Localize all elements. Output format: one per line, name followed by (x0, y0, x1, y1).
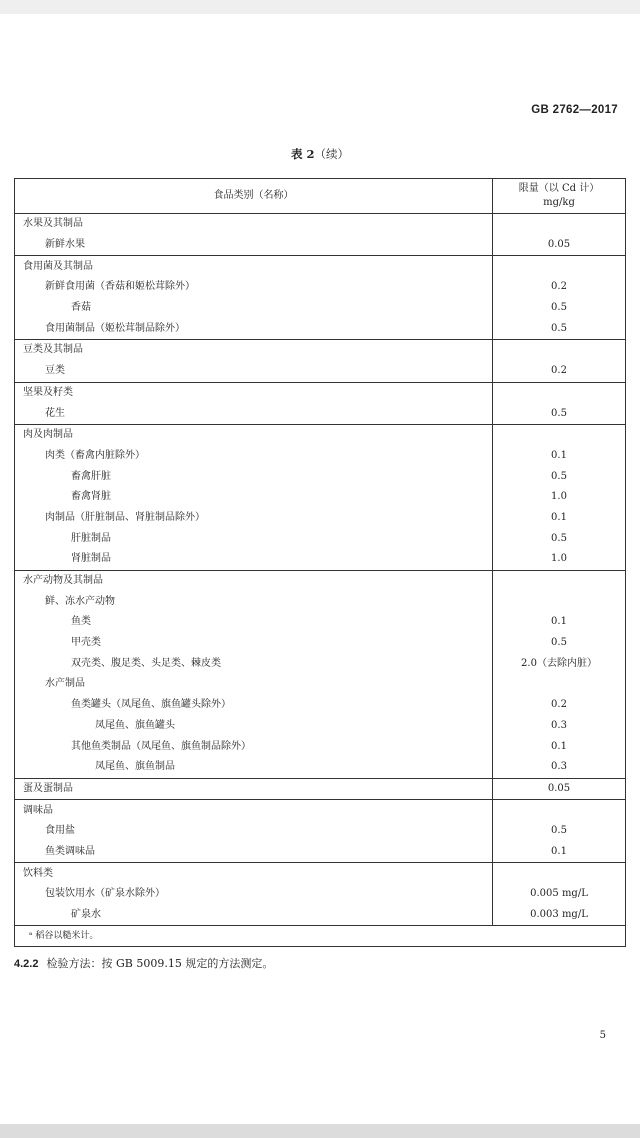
food-category-cell: 坚果及籽类 (15, 382, 493, 403)
table-row (15, 905, 626, 926)
limit-value-cell (493, 340, 626, 361)
table-footnote-row (15, 926, 626, 947)
page-number: 5 (599, 1030, 606, 1041)
top-margin-strip (0, 0, 640, 14)
limit-value-cell: 0.05 (493, 778, 626, 800)
limit-value-cell: 0.2 (493, 361, 626, 382)
limit-value-cell: 0.2 (493, 277, 626, 298)
table-row (15, 382, 626, 403)
table-row (15, 674, 626, 695)
table-row (15, 466, 626, 487)
limit-value-cell (493, 800, 626, 821)
limit-value-cell: 0.1 (493, 446, 626, 467)
food-category-cell: 调味品 (15, 800, 493, 821)
limit-value-cell: 2.0（去除内脏） (493, 653, 626, 674)
food-category-cell: 畜禽肾脏 (15, 487, 493, 508)
limit-value-cell: 0.005 mg/L (493, 884, 626, 905)
header-limit-title: 限量（以 Cd 计） (518, 183, 600, 194)
table-row (15, 695, 626, 716)
food-category-cell: 包装饮用水（矿泉水除外） (15, 884, 493, 905)
table-header-row (15, 179, 626, 214)
clause-number: 4.2.2 (14, 958, 39, 970)
limit-value-cell: 0.1 (493, 612, 626, 633)
food-category-cell: 肝脏制品 (15, 528, 493, 549)
table-caption-label: 表 2 (290, 147, 315, 161)
food-category-cell: 凤尾鱼、旗鱼制品 (15, 757, 493, 778)
food-category-cell: 饮料类 (15, 863, 493, 884)
limit-value-cell: 0.5 (493, 403, 626, 424)
food-category-cell: 蛋及蛋制品 (15, 778, 493, 800)
limit-value-cell (493, 570, 626, 591)
table-row (15, 318, 626, 339)
table-row (15, 863, 626, 884)
food-category-cell: 甲壳类 (15, 633, 493, 654)
table-row (15, 235, 626, 256)
limit-value-cell (493, 382, 626, 403)
table-row (15, 277, 626, 298)
food-category-cell: 畜禽肝脏 (15, 466, 493, 487)
table-row (15, 736, 626, 757)
table-row (15, 778, 626, 800)
limit-value-cell: 1.0 (493, 487, 626, 508)
table-row (15, 214, 626, 235)
table-row (15, 340, 626, 361)
limit-value-cell: 0.003 mg/L (493, 905, 626, 926)
food-category-cell: 矿泉水 (15, 905, 493, 926)
limit-value-cell: 0.5 (493, 318, 626, 339)
food-category-cell: 肉类（畜禽内脏除外） (15, 446, 493, 467)
header-limit (493, 179, 626, 214)
limit-value-cell: 0.05 (493, 235, 626, 256)
table-row (15, 633, 626, 654)
food-category-cell: 鱼类罐头（凤尾鱼、旗鱼罐头除外） (15, 695, 493, 716)
limit-value-cell (493, 424, 626, 445)
table-row (15, 256, 626, 277)
food-category-cell: 鱼类调味品 (15, 842, 493, 863)
table-row (15, 570, 626, 591)
food-category-cell: 凤尾鱼、旗鱼罐头 (15, 716, 493, 737)
food-category-cell: 食用盐 (15, 821, 493, 842)
table-row (15, 361, 626, 382)
bottom-margin-strip (0, 1124, 640, 1138)
food-category-cell: 水产动物及其制品 (15, 570, 493, 591)
food-category-cell: 新鲜水果 (15, 235, 493, 256)
limit-value-cell: 0.5 (493, 528, 626, 549)
table-row (15, 508, 626, 529)
food-category-cell: 其他鱼类制品（凤尾鱼、旗鱼制品除外） (15, 736, 493, 757)
food-category-cell: 水产制品 (15, 674, 493, 695)
limit-value-cell: 0.3 (493, 716, 626, 737)
table-row (15, 653, 626, 674)
method-clause (14, 955, 273, 971)
limit-value-cell: 1.0 (493, 549, 626, 570)
table-row (15, 716, 626, 737)
table-row (15, 591, 626, 612)
food-category-cell: 豆类及其制品 (15, 340, 493, 361)
header-food-category: 食品类别（名称） (15, 179, 493, 214)
food-category-cell: 豆类 (15, 361, 493, 382)
food-category-cell: 新鲜食用菌（香菇和姬松茸除外） (15, 277, 493, 298)
table-row (15, 298, 626, 319)
limits-table (14, 178, 626, 947)
table-row (15, 446, 626, 467)
limit-value-cell: 0.5 (493, 298, 626, 319)
table-row (15, 424, 626, 445)
header-limit-unit: mg/kg (543, 197, 575, 208)
table-row (15, 800, 626, 821)
food-category-cell: 鲜、冻水产动物 (15, 591, 493, 612)
limit-value-cell: 0.1 (493, 508, 626, 529)
food-category-cell: 鱼类 (15, 612, 493, 633)
table-footnote: ᵃ 稻谷以糙米计。 (15, 926, 626, 947)
limit-value-cell (493, 863, 626, 884)
limit-value-cell: 0.2 (493, 695, 626, 716)
food-category-cell: 肉制品（肝脏制品、肾脏制品除外） (15, 508, 493, 529)
clause-text: 检验方法：按 GB 5009.15 规定的方法测定。 (46, 957, 274, 970)
limit-value-cell (493, 214, 626, 235)
table-row (15, 549, 626, 570)
table-row (15, 528, 626, 549)
limit-value-cell: 0.1 (493, 842, 626, 863)
table-row (15, 487, 626, 508)
table-body (15, 214, 626, 926)
limit-value-cell: 0.5 (493, 821, 626, 842)
table-row (15, 612, 626, 633)
food-category-cell: 肉及肉制品 (15, 424, 493, 445)
table-row (15, 403, 626, 424)
food-category-cell: 肾脏制品 (15, 549, 493, 570)
table-caption-suffix: （续） (314, 147, 349, 161)
food-category-cell: 水果及其制品 (15, 214, 493, 235)
limit-value-cell: 0.1 (493, 736, 626, 757)
table-caption (0, 146, 640, 162)
table-row (15, 757, 626, 778)
standard-number: GB 2762—2017 (531, 104, 618, 116)
limit-value-cell: 0.3 (493, 757, 626, 778)
food-category-cell: 花生 (15, 403, 493, 424)
food-category-cell: 双壳类、腹足类、头足类、棘皮类 (15, 653, 493, 674)
table-row (15, 842, 626, 863)
table-row (15, 884, 626, 905)
limit-value-cell (493, 256, 626, 277)
food-category-cell: 食用菌制品（姬松茸制品除外） (15, 318, 493, 339)
food-category-cell: 香菇 (15, 298, 493, 319)
limit-value-cell: 0.5 (493, 466, 626, 487)
limit-value-cell (493, 674, 626, 695)
limit-value-cell: 0.5 (493, 633, 626, 654)
table-row (15, 821, 626, 842)
limit-value-cell (493, 591, 626, 612)
food-category-cell: 食用菌及其制品 (15, 256, 493, 277)
